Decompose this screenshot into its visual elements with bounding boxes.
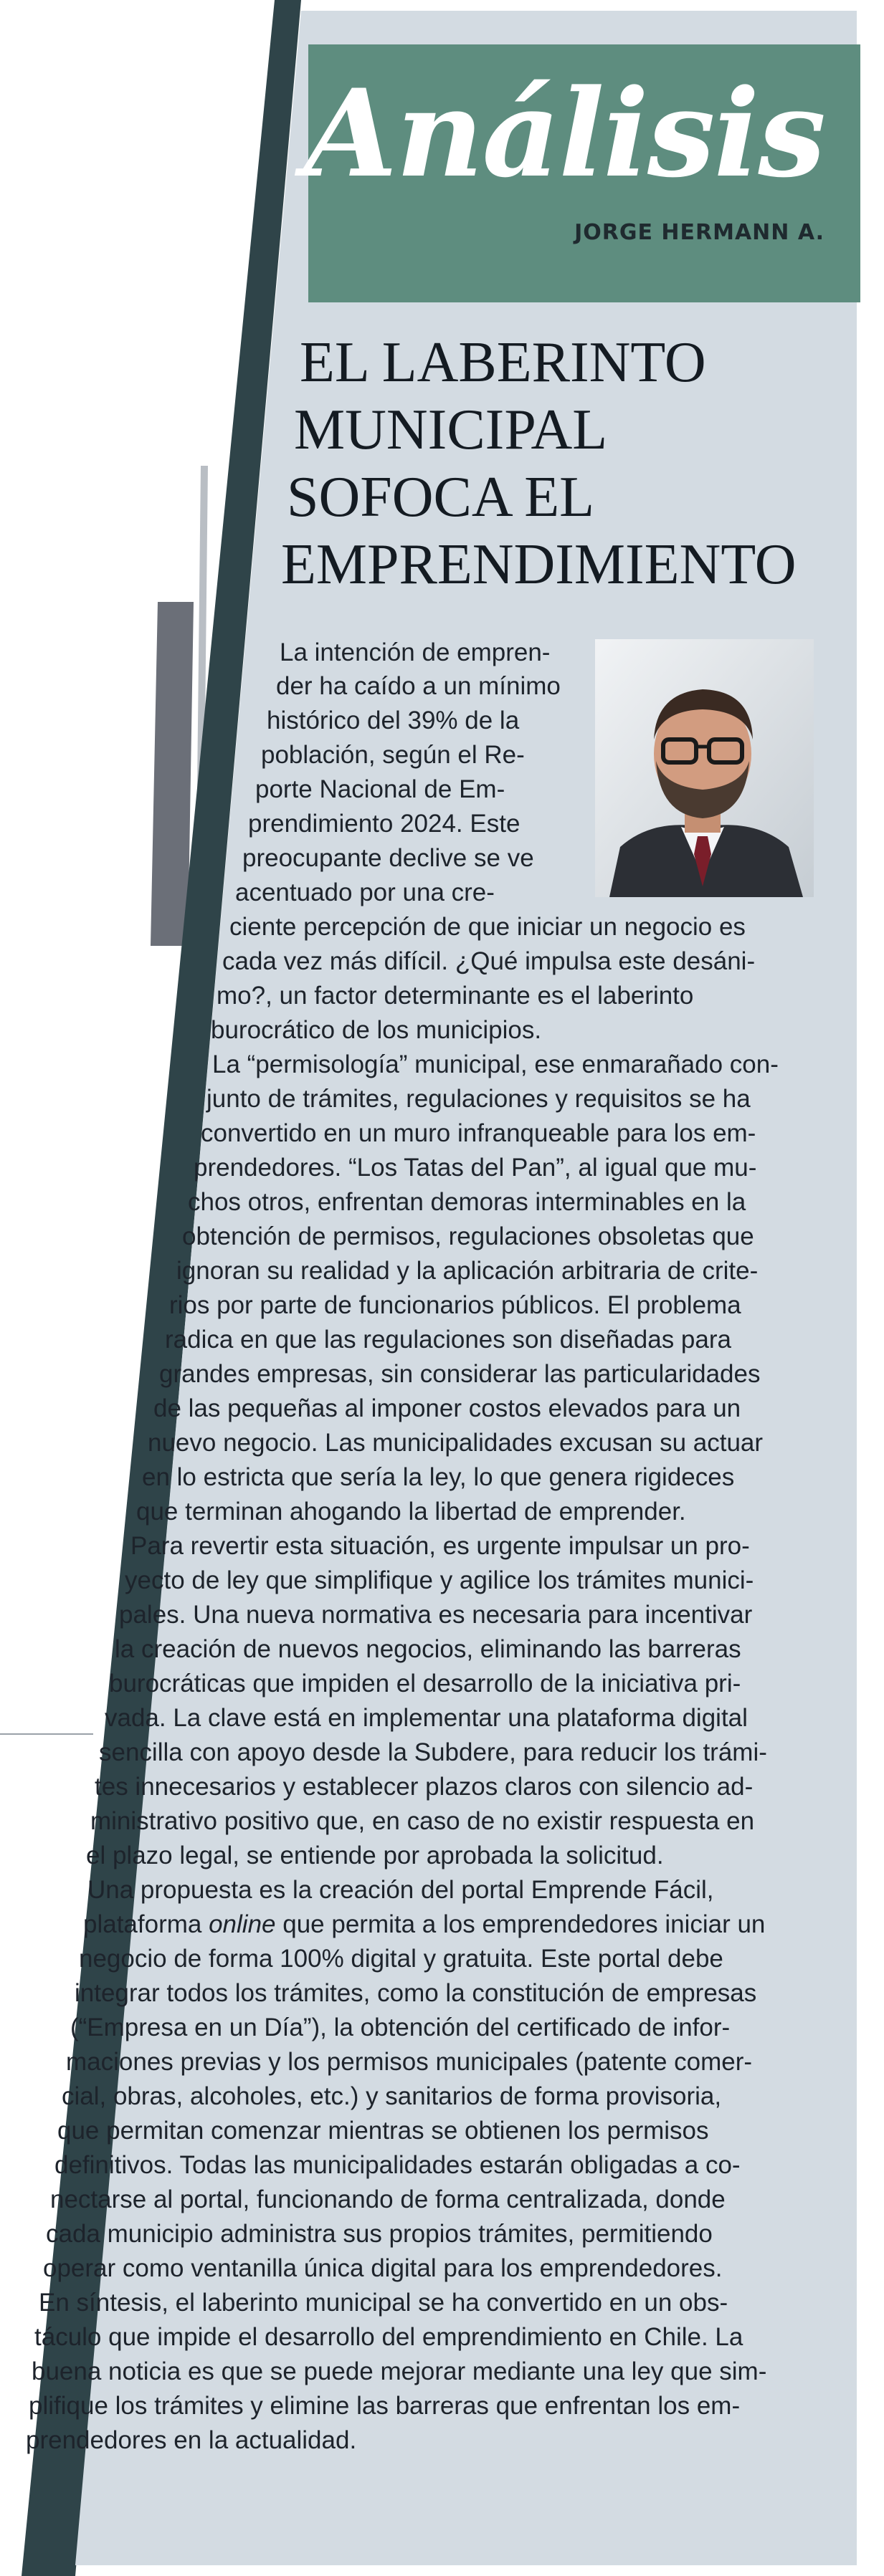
body-line: integrar todos los trámites, como la constitución de empresas [75, 1979, 757, 2007]
body-line: vada. La clave está en implementar una plataforma digital [105, 1704, 748, 1732]
body-line: nectarse al portal, funcionando de forma centralizada, donde [50, 2185, 726, 2213]
body-line: Para revertir esta situación, es urgente impulsar un pro- [130, 1532, 750, 1560]
body-line: el plazo legal, se entiende por aprobada la solicitud. [86, 1842, 664, 1869]
body-line: pales. Una nueva normativa es necesaria para incentivar [119, 1601, 753, 1629]
section-header-band [304, 44, 860, 302]
body-line-part: plataforma [83, 1910, 209, 1938]
body-line: der ha caído a un mínimo [276, 672, 561, 700]
body-line: definitivos. Todas las municipalidades estarán obligadas a co- [54, 2151, 741, 2179]
body-line: prendedores en la actualidad. [26, 2426, 357, 2454]
body-line-italic: online [209, 1910, 276, 1938]
body-line: porte Nacional de Em- [255, 775, 505, 803]
body-line: radica en que las regulaciones son diseñadas para [165, 1326, 731, 1354]
headline-line: SOFOCA EL [287, 466, 594, 529]
author-name: JORGE HERMANN A. [574, 220, 824, 245]
body-line: en lo estricta que sería la ley, lo que genera rigideces [142, 1463, 735, 1491]
body-line: cial, obras, alcoholes, etc.) y sanitarios de forma provisoria, [62, 2082, 722, 2110]
body-line-part: que permita a los emprendedores iniciar un [275, 1910, 766, 1938]
body-line: burocrático de los municipios. [211, 1016, 542, 1044]
body-line: táculo que impide el desarrollo del emprendimiento en Chile. La [34, 2323, 743, 2351]
body-line: buena noticia es que se puede mejorar mediante una ley que sim- [32, 2357, 767, 2385]
body-line [83, 1912, 765, 1937]
author-portrait-icon [595, 639, 814, 897]
body-line: la creación de nuevos negocios, eliminando las barreras [115, 1635, 741, 1663]
body-line: convertido en un muro infranqueable para los em- [201, 1119, 756, 1147]
body-line: sencilla con apoyo desde la Subdere, para reducir los trámi- [99, 1738, 767, 1766]
body-line: histórico del 39% de la [267, 707, 520, 734]
body-line: ignoran su realidad y la aplicación arbitraria de crite- [176, 1257, 759, 1285]
body-line: prendimiento 2024. Este [248, 810, 521, 838]
body-line: (“Empresa en un Día”), la obtención del certificado de infor- [70, 2014, 731, 2041]
body-line: ciente percepción de que iniciar un negocio es [229, 913, 746, 941]
body-line: que terminan ahogando la libertad de emprender. [136, 1498, 686, 1526]
body-line: grandes empresas, sin considerar las particularidades [159, 1360, 761, 1388]
body-line: junto de trámites, regulaciones y requisitos se ha [206, 1085, 751, 1113]
body-line: que permitan comenzar mientras se obtienen los permisos [57, 2117, 709, 2145]
body-line: chos otros, enfrentan demoras interminables en la [188, 1188, 746, 1216]
body-line: Una propuesta es la creación del portal Emprende Fácil, [87, 1876, 714, 1904]
body-line: maciones previas y los permisos municipales (patente comer- [66, 2048, 753, 2076]
body-line: tes innecesarios y establecer plazos claros con silencio ad- [95, 1773, 754, 1801]
body-line: población, según el Re- [261, 741, 525, 769]
section-title: Análisis [304, 62, 824, 204]
body-line: En síntesis, el laberinto municipal se ha convertido en un obs- [39, 2289, 728, 2317]
body-line: rios por parte de funcionarios públicos. El problema [169, 1291, 741, 1319]
body-line: negocio de forma 100% digital y gratuita. Este portal debe [79, 1945, 723, 1973]
body-line: prendedores. “Los Tatas del Pan”, al igual que mu- [194, 1154, 757, 1182]
body-line: La “permisología” municipal, ese enmarañado con- [212, 1050, 779, 1078]
body-line: La intención de empren- [280, 638, 551, 666]
body-line: cada vez más difícil. ¿Qué impulsa este desáni- [222, 947, 756, 975]
body-line: de las pequeñas al imponer costos elevados para un [153, 1394, 741, 1422]
body-line: acentuado por una cre- [235, 878, 495, 906]
body-line: nuevo negocio. Las municipalidades excusan su actuar [148, 1429, 764, 1457]
body-line: cada municipio administra sus propios trámites, permitiendo [46, 2220, 713, 2248]
body-line: ministrativo positivo que, en caso de no existir respuesta en [90, 1807, 755, 1835]
body-line: plifique los trámites y elimine las barreras que enfrentan los em- [29, 2392, 741, 2420]
body-line: operar como ventanilla única digital para los emprendedores. [43, 2254, 723, 2282]
body-line: yecto de ley que simplifique y agilice los trámites munici- [125, 1566, 754, 1594]
headline-line: EMPRENDIMIENTO [281, 533, 797, 596]
body-line: preocupante declive se ve [242, 844, 534, 872]
headline-line: MUNICIPAL [294, 398, 608, 461]
body-line: mo?, un factor determinante es el laberinto [217, 982, 694, 1010]
body-line: burocráticas que impiden el desarrollo de la iniciativa pri- [109, 1670, 741, 1698]
body-line: obtención de permisos, regulaciones obsoletas que [182, 1222, 754, 1250]
headline-line: EL LABERINTO [300, 331, 706, 394]
